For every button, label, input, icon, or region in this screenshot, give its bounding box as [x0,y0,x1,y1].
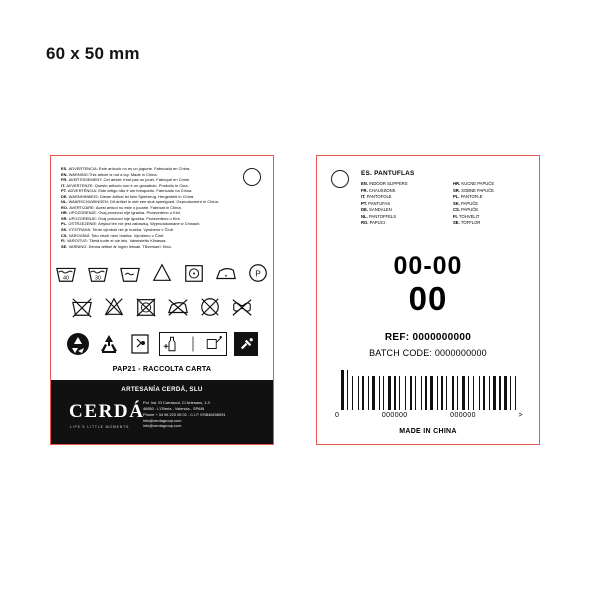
barcode-digit-right: > [518,412,523,419]
product-name-text: PAPUCI [369,220,385,225]
size-range: 00-00 [393,252,463,280]
no-liquid-icon [205,335,223,353]
barcode-bar [349,370,351,410]
barcode-bar [415,376,416,410]
warning-line-code: SK. [61,227,69,233]
product-name-code: FR. [361,187,369,193]
product-name-langs-right [453,181,537,227]
warning-line-code: FR. [61,177,69,183]
mobius-loop-dark-icon [66,332,90,356]
barcode-bar [430,376,433,410]
warning-line-code: HR. [61,210,69,216]
company-address-line: info@cerdagroup.com [143,417,182,423]
barcode-bar [434,370,436,410]
barcode-bar [502,370,503,410]
barcode-bar [360,370,361,410]
barcode-bar [413,370,414,410]
warning-line-text: WARNING:This article is not a toy. Made in China. [68,171,158,177]
product-name-code: HR. [453,181,462,186]
barcode-bar [401,370,404,410]
recycling-symbol-row [51,332,273,356]
company-address [143,400,261,429]
barcode-bar [352,376,353,410]
product-name-code: PL. [453,194,461,199]
product-name-text: INDOOR SLIPPERS [369,181,408,186]
bottle-icon [163,335,181,353]
no-dryclean-icon [199,296,221,318]
product-name-code: CS. [453,207,462,212]
no-wash-icon [71,296,93,318]
page-title: 60 x 50 mm [46,44,140,63]
barcode-bar [347,370,348,410]
product-name-text: TOFFLOR [460,220,481,225]
warning-line-text: UPOZORENJE: Ovaj proizvod nije igračka. Proizvedeno u Kini. [68,215,181,221]
product-name-code: SK. [453,200,462,206]
barcode-bar [365,370,367,410]
product-name-code: FI. [453,213,460,219]
barcode-bar [466,370,467,410]
barcode-bar [437,376,438,410]
warning-line-code: PL. [61,221,69,227]
barcode-bar [385,370,387,410]
punch-hole-icon [331,170,349,188]
product-name-code: SR. [453,187,462,193]
product-name-code: PT. [361,200,369,206]
barcode-bar [358,376,359,410]
barcode-bar [489,376,490,410]
divider-icon [184,335,202,353]
recycle-bin-icon [128,332,152,356]
barcode [341,370,517,410]
dryclean-p-icon [247,262,269,284]
barcode-bar [410,376,412,410]
barcode-bar [486,370,488,410]
recycle-dark-box-icon [234,332,258,356]
barcode-bar [497,370,498,410]
warning-line [61,244,247,250]
warning-line-text: WAARSCHUWINGEN: Dit artikel is niet een stuk speelgoed. Geproduceerd in China. [68,199,219,205]
warning-line-code: EN. [61,171,69,177]
product-name-code: NL. [361,213,369,219]
barcode-bar [504,376,507,410]
tumble-dry-icon [183,262,205,284]
bleach-triangle-icon [151,262,173,284]
barcode-bar [392,370,393,410]
barcode-bar [441,376,443,410]
product-name-line [453,220,537,227]
product-name-text: PANTOFFELS [368,213,396,219]
barcode-bar [423,370,424,410]
barcode-bar [481,370,482,410]
barcode-bar [370,370,371,410]
warning-line-code: NL. [61,199,69,205]
barcode-bar [459,370,461,410]
wash-40-icon [55,262,77,284]
barcode-bar [455,370,456,410]
barcode-bar [499,376,501,410]
company-address-line: info@cerdagroup.com [143,423,182,429]
barcode-bar [493,376,496,410]
barcode-bar [452,376,454,410]
warning-line-code: DE. [61,193,69,199]
warning-line-text: AVVERTENZE: Questo articolo non è un giocattolo. Prodotto in Cina. [66,182,189,188]
product-name-text: PAPUČE [461,200,479,206]
care-symbol-row-2 [51,296,273,318]
recycle-bottle-box [159,332,227,356]
barcode-bar [362,376,364,410]
barcode-bar [383,376,384,410]
barcode-bar [388,376,391,410]
barcode-bar [381,370,382,410]
barcode-bar [462,376,465,410]
barcode-bar [425,376,427,410]
barcode-bar [446,376,447,410]
warning-line-text: AVERTIZARE: Acest articol nu este o jucarie. Fabricat in China. [69,204,182,210]
recycle-triangle-icon [97,332,121,356]
company-name: ARTESANÍA CERDÁ, SLU [121,386,203,393]
cerda-tagline: LIFE'S LITTLE MOMENTS [70,425,130,429]
warning-line-text: AVERTISSEMENT: Cet article n'est pas un jouet. Fabriqué en Chine. [68,177,191,183]
product-name-text: SANDALEN [369,207,392,212]
company-address-line: Pol. Ind. El Carrascot, C/ Artesans, 1-3 [143,400,210,405]
product-name-code: RO. [361,220,370,225]
care-symbol-row-1 [51,262,273,284]
barcode-bar [379,376,380,410]
barcode-bar [483,376,485,410]
barcode-bar [512,370,514,410]
barcode-bar [510,376,511,410]
warning-line-code: SE. [61,243,69,249]
barcode-bar [515,376,516,410]
product-name-text: PAPUČE [461,207,479,212]
barcode-bar [376,370,378,410]
barcode-bar [341,370,344,410]
barcode-bar [444,370,445,410]
product-name-text: SOBNE PAPUČE [461,187,494,193]
warning-line-text: OSTRZEŻENIE: Artykuł ten nie jest zabawką. Wyprodukowane w Chinach. [68,221,201,227]
barcode-bar [470,370,472,410]
product-name-title: ES. PANTUFLAS [361,170,415,177]
barcode-bar [345,370,346,410]
warning-line-text: ADVERTÊNCIA: Este artigo não é um brinquedo. Fabricado na China. [67,188,193,194]
barcode-bar [397,370,398,410]
barcode-bar [473,376,474,410]
barcode-bar [417,370,420,410]
warning-line-text: VAROVÁNÍ: Toto zboží není hračka. Vyrobeno v Číně. [68,232,165,238]
product-name-text: CHAUSSONS [368,187,396,193]
barcode-bar [439,370,440,410]
warning-language-block [61,166,247,249]
barcode-bar [479,376,480,410]
barcode-bar [394,376,396,410]
product-name-text: PANTUFAS [368,200,391,206]
barcode-digit-mid2: 000000 [450,412,476,419]
pap-recycling-text: PAP21 - RACCOLTA CARTA [112,364,212,373]
barcode-digit-left: 0 [335,412,340,419]
barcode-bar [508,370,509,410]
barcode-digits [335,412,523,419]
warning-line-code: RO. [61,204,70,210]
product-name-line [361,220,445,227]
barcode-bar [405,376,406,410]
no-iron-icon [167,296,189,318]
warning-line-text: ADVERTENCIA: Este artículo no es un juguete. Fabricado en China. [68,166,191,171]
warning-line-code: PT. [61,188,68,194]
company-address-line: Phone + 34 96 220 05 02 - C.I.F. ESB46206991 [143,411,226,417]
warning-line-code: CS. [61,232,69,238]
svg-text:30: 30 [94,275,102,282]
company-address-line: 46850 - L'Olleria - Valencia - SPAIN [143,405,205,411]
warning-line-text: VÝSTRAHA: Tento výrobok nie je hračka. Vyrobeno v Číně. [68,227,175,233]
barcode-bar [475,370,478,410]
wash-hand-icon [119,262,141,284]
no-wring-icon [231,296,253,318]
warning-line-code: IT. [61,182,67,188]
product-name-text: TOHVELIT [459,213,480,219]
barcode-bar [468,376,469,410]
barcode-digit-mid1: 000000 [381,412,408,419]
svg-text:40: 40 [62,275,70,282]
wash-30-icon [87,262,109,284]
reference-code: REF: 0000000000 [384,332,472,343]
no-tumble-dry-icon [135,296,157,318]
barcode-bar [354,370,357,410]
warning-line-text: UPOZORENJE: Ovaj proizvod nije igračka. Proizvedeno u Kini. [68,210,181,216]
iron-icon [215,262,237,284]
barcode-bar [491,370,492,410]
warning-line-text: VAROITUS: Tämä tuote ei ole lelu. Valmistettu Kiinassa. [66,238,167,244]
product-name-code: SE. [453,220,461,225]
barcode-bar [448,370,451,410]
size-single: 00 [408,280,448,317]
label-front-card [50,155,274,445]
product-name-text: PANTOFLE [460,194,483,199]
label-back-card [316,155,540,445]
product-name-code: DE. [361,207,370,212]
front-footer [51,380,273,444]
svg-text:P: P [255,269,261,279]
barcode-bar [372,376,375,410]
product-name-langs-left [361,181,445,227]
product-name-text: PANTOFOLE [366,194,392,199]
cerda-logo: CERDÁ [69,401,145,422]
barcode-bar [407,370,409,410]
product-name-text: KUCNE PAPUČE [461,181,495,186]
batch-code: BATCH CODE: 0000000000 [369,348,487,358]
warning-line-text: VARNING: Denna artikel är ingen leksak. Tillverkad i Kina. [68,243,172,249]
made-in-text: MADE IN CHINA [399,428,457,435]
barcode-bar [421,376,422,410]
barcode-bar [457,376,458,410]
warning-line-code: FI. [61,238,67,244]
no-bleach-icon [103,296,125,318]
product-name-code: IT. [361,194,367,199]
warning-line-code: ES. [61,166,69,171]
barcode-bar [368,376,369,410]
barcode-bar [428,370,429,410]
warning-line-code: SR. [61,215,69,221]
warning-line-text: WARNHINWEIS: Dieser Artikel ist kein Spielzeug. Hergestellt in China. [68,193,195,199]
product-name-code: EN. [361,181,370,186]
barcode-bar [399,376,400,410]
